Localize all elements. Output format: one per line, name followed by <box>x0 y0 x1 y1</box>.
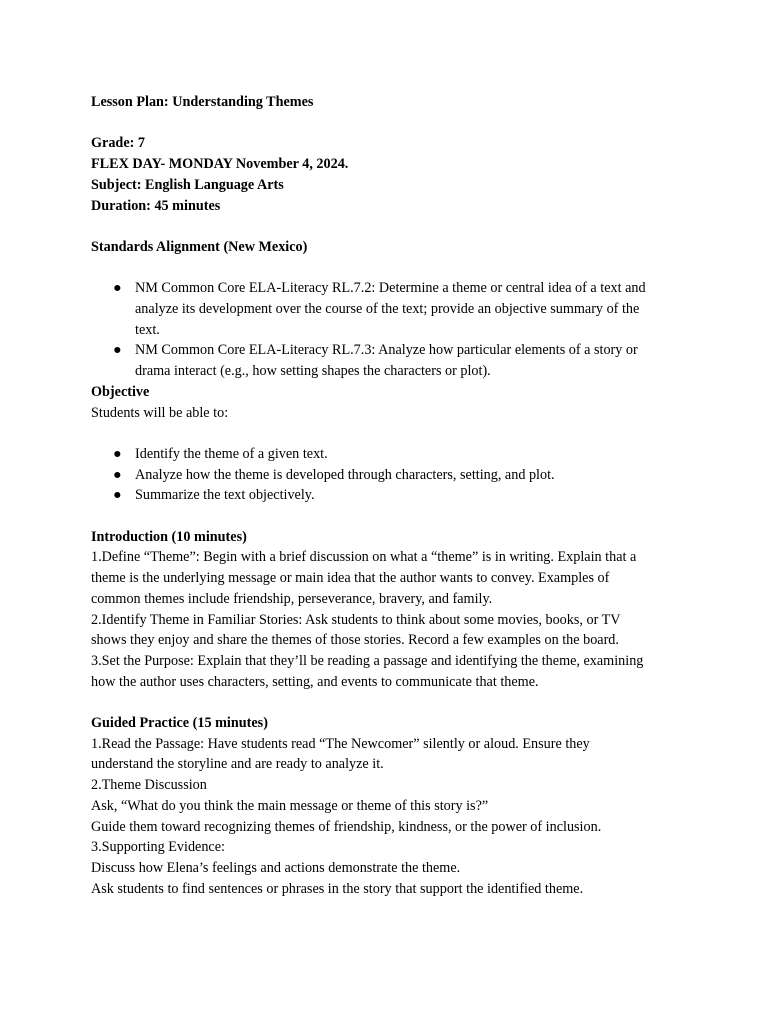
paragraph-line: 2.Identify Theme in Familiar Stories: Ask students to think about some movies, books, or TV <box>91 611 621 628</box>
bullet-icon: ● <box>113 466 122 483</box>
paragraph-line: understand the storyline and are ready to analyze it. <box>91 756 384 773</box>
grade-line: Grade: 7 <box>91 135 145 152</box>
list-item <box>91 278 691 340</box>
bullet-icon: ● <box>113 487 122 504</box>
standards-heading: Standards Alignment (New Mexico) <box>91 238 308 255</box>
spacer <box>91 692 691 713</box>
bullet-icon: ● <box>113 280 122 297</box>
spacer <box>91 216 691 237</box>
paragraph-line: 3.Supporting Evidence: <box>91 839 225 856</box>
list-item <box>91 444 691 465</box>
paragraph-line: 3.Set the Purpose: Explain that they’ll be reading a passage and identifying the theme, examining <box>91 652 644 669</box>
document-title: Lesson Plan: Understanding Themes <box>91 94 314 110</box>
paragraph-line: 1.Define “Theme”: Begin with a brief discussion on what a “theme” is in writing. Explain that a <box>91 549 637 566</box>
spacer <box>91 506 691 527</box>
paragraph-line: Guide them toward recognizing themes of friendship, kindness, or the power of inclusion. <box>91 818 602 835</box>
list-item-line: NM Common Core ELA-Literacy RL.7.2: Determine a theme or central idea of a text and <box>135 280 646 297</box>
objective-list <box>91 444 691 506</box>
paragraph-line: 1.Read the Passage: Have students read “The Newcomer” silently or aloud. Ensure they <box>91 735 590 752</box>
paragraph-line: Discuss how Elena’s feelings and actions demonstrate the theme. <box>91 859 461 876</box>
duration-line: Duration: 45 minutes <box>91 197 221 214</box>
list-item-line: text. <box>135 321 160 338</box>
list-item-line: Analyze how the theme is developed through characters, setting, and plot. <box>135 466 555 483</box>
paragraph-line: shows they enjoy and share the themes of those stories. Record a few examples on the board. <box>91 632 619 649</box>
introduction-heading: Introduction (10 minutes) <box>91 528 247 545</box>
paragraph-line: how the author uses characters, setting, and events to communicate that theme. <box>91 673 539 690</box>
paragraph-line: Ask, “What do you think the main message or theme of this story is?” <box>91 797 489 814</box>
paragraph-line: Ask students to find sentences or phrases in the story that support the identified theme. <box>91 880 584 897</box>
list-item-line: analyze its development over the course of the text; provide an objective summary of the <box>135 300 640 317</box>
spacer <box>91 113 691 134</box>
list-item <box>91 485 691 506</box>
bullet-icon: ● <box>113 342 122 359</box>
spacer <box>91 423 691 444</box>
document-page <box>91 92 691 899</box>
objective-heading: Objective <box>91 383 150 400</box>
list-item-line: Identify the theme of a given text. <box>135 445 328 462</box>
paragraph-line: theme is the underlying message or main idea that the author wants to convey. Examples of <box>91 570 610 587</box>
list-item-line: Summarize the text objectively. <box>135 487 315 504</box>
flex-day-line: FLEX DAY- MONDAY November 4, 2024. <box>91 156 349 173</box>
bullet-icon: ● <box>113 445 122 462</box>
list-item <box>91 465 691 486</box>
paragraph-line: 2.Theme Discussion <box>91 777 207 794</box>
list-item-line: NM Common Core ELA-Literacy RL.7.3: Analyze how particular elements of a story or <box>135 342 638 359</box>
paragraph-line: common themes include friendship, perseverance, bravery, and family. <box>91 590 493 607</box>
subject-line: Subject: English Language Arts <box>91 176 284 193</box>
list-item <box>91 340 691 381</box>
spacer <box>91 258 691 279</box>
objective-intro: Students will be able to: <box>91 404 229 421</box>
list-item-line: drama interact (e.g., how setting shapes the characters or plot). <box>135 363 491 380</box>
standards-list <box>91 278 691 382</box>
guided-practice-heading: Guided Practice (15 minutes) <box>91 715 268 731</box>
